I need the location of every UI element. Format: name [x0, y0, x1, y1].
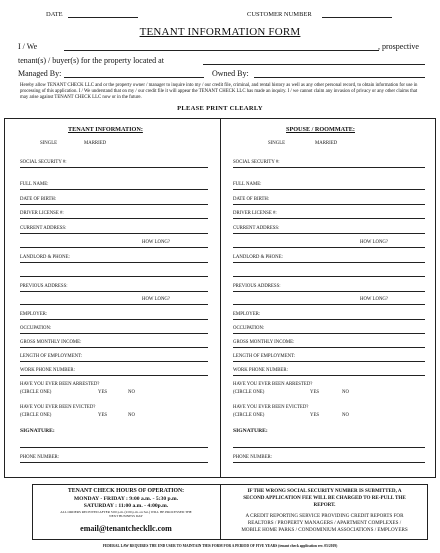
intro-prospective: , prospective	[378, 42, 419, 51]
tenant-income-field[interactable]	[20, 347, 208, 348]
tenant-how-long-2: HOW LONG?	[142, 297, 171, 302]
customer-number-label: CUSTOMER NUMBER	[247, 11, 312, 18]
spouse-employer-label: EMPLOYER:	[233, 312, 261, 317]
tenant-license-field[interactable]	[20, 218, 208, 219]
tenant-arrested-yes[interactable]: YES	[98, 390, 108, 395]
spouse-how-long-2: HOW LONG?	[360, 297, 389, 302]
column-divider	[220, 118, 221, 478]
spouse-ssn-label: SOCIAL SECURITY #:	[233, 160, 280, 165]
spouse-landlord-field[interactable]	[233, 262, 425, 263]
customer-number-field[interactable]	[322, 17, 392, 18]
spouse-length-employment-label: LENGTH OF EMPLOYMENT:	[233, 354, 296, 359]
service-line-3: MOBILE HOME PARKS / CONDOMINIUM ASSOCIATIONS / EMPLOYERS	[241, 527, 408, 533]
spouse-income-label: GROSS MONTHLY INCOME:	[233, 340, 295, 345]
tenant-previous-address-field-2[interactable]	[20, 304, 208, 305]
saturday-hours: SATURDAY : 11:00 a.m. - 4:00p.m.	[83, 503, 169, 509]
spouse-length-employment-field[interactable]	[233, 361, 425, 362]
spouse-evicted-circle: (CIRCLE ONE)	[233, 413, 265, 418]
please-print-notice: PLEASE PRINT CLEARLY	[177, 105, 263, 112]
service-line-2: REALTORS / PROPERTY MANAGERS / APARTMENT COMPLEXES /	[247, 520, 402, 526]
spouse-single[interactable]: SINGLE	[268, 141, 286, 146]
spouse-previous-address-field-2[interactable]	[233, 304, 425, 305]
tenant-work-phone-field[interactable]	[20, 375, 208, 376]
spouse-income-field[interactable]	[233, 347, 425, 348]
tenant-length-employment-field[interactable]	[20, 361, 208, 362]
tenant-previous-address-label: PREVIOUS ADDRESS:	[20, 284, 68, 289]
spouse-employer-field[interactable]	[233, 319, 425, 320]
spouse-occupation-field[interactable]	[233, 333, 425, 334]
ssn-warning-3: REPORT.	[313, 502, 336, 508]
tenant-employer-label: EMPLOYER:	[20, 312, 48, 317]
tenant-dob-field[interactable]	[20, 204, 208, 205]
tenant-current-address-field-2[interactable]	[20, 247, 208, 248]
spouse-how-long-1: HOW LONG?	[360, 240, 389, 245]
date-field[interactable]	[68, 17, 138, 18]
tenant-landlord-field[interactable]	[20, 262, 208, 263]
form-title: TENANT INFORMATION FORM	[139, 26, 301, 38]
managed-by-label: Managed By:	[18, 69, 62, 78]
tenant-work-phone-label: WORK PHONE NUMBER:	[20, 368, 75, 373]
spouse-evicted-yes[interactable]: YES	[310, 413, 320, 418]
spouse-license-field[interactable]	[233, 218, 425, 219]
intro-i-we: I / We	[18, 42, 38, 51]
tenant-phone-field[interactable]	[20, 462, 208, 463]
spouse-fullname-label: FULL NAME:	[233, 182, 262, 187]
spouse-signature-label: SIGNATURE:	[233, 428, 268, 434]
tenant-fullname-field[interactable]	[20, 189, 208, 190]
tenant-how-long-1: HOW LONG?	[142, 240, 171, 245]
orders-note-2: NEXT BUSINESS DAY	[109, 514, 143, 518]
tenant-current-address-field[interactable]	[20, 233, 208, 234]
managed-by-field[interactable]	[64, 77, 204, 78]
tenant-dob-label: DATE OF BIRTH:	[20, 197, 57, 202]
ssn-warning-1: IF THE WRONG SOCIAL SECURITY NUMBER IS SUBMITTED, A	[247, 488, 402, 494]
spouse-previous-address-field[interactable]	[233, 291, 425, 292]
tenant-married[interactable]: MARRIED	[84, 141, 107, 146]
tenant-fullname-label: FULL NAME:	[20, 182, 49, 187]
tenant-landlord-label: LANDLORD & PHONE:	[20, 255, 70, 260]
tenant-employer-field[interactable]	[20, 319, 208, 320]
spouse-previous-address-label: PREVIOUS ADDRESS:	[233, 284, 281, 289]
tenant-signature-field[interactable]	[20, 447, 208, 448]
spouse-current-address-field[interactable]	[233, 233, 425, 234]
federal-law-notice: FEDERAL LAW REQUIRES THE END USER TO MAINTAIN THIS FORM FOR A PERIOD OF FIVE YEARS (tenant check application rev. 05/2019)	[102, 544, 338, 548]
spouse-dob-label: DATE OF BIRTH:	[233, 197, 270, 202]
spouse-license-label: DRIVER LICENSE #:	[233, 211, 277, 216]
spouse-arrested-no[interactable]: NO	[342, 390, 349, 395]
tenant-income-label: GROSS MONTHLY INCOME:	[20, 340, 82, 345]
spouse-phone-label: PHONE NUMBER:	[233, 455, 273, 460]
spouse-work-phone-label: WORK PHONE NUMBER:	[233, 368, 288, 373]
tenant-previous-address-field[interactable]	[20, 291, 208, 292]
spouse-current-address-label: CURRENT ADDRESS:	[233, 226, 280, 231]
tenant-arrested-label: HAVE YOU EVER BEEN ARRESTED?	[20, 382, 100, 387]
applicant-names-field[interactable]	[64, 50, 379, 51]
spouse-dob-field[interactable]	[233, 204, 425, 205]
tenant-arrested-no[interactable]: NO	[128, 390, 135, 395]
tenant-occupation-label: OCCUPATION:	[20, 326, 52, 331]
tenant-occupation-field[interactable]	[20, 333, 208, 334]
hours-title: TENANT CHECK HOURS OF OPERATION:	[67, 488, 185, 494]
spouse-landlord-label: LANDLORD & PHONE:	[233, 255, 283, 260]
email-link[interactable]: email@tenantcheckllc.com	[80, 524, 172, 533]
spouse-phone-field[interactable]	[233, 462, 425, 463]
tenant-ssn-field[interactable]	[20, 167, 208, 168]
spouse-work-phone-field[interactable]	[233, 375, 425, 376]
disclaimer-text: Hereby allow TENANT CHECK LLC and or the property owner / manager to inquire into my / our credit file, criminal, and rental history as well as any other personal record, to obtain information for use in processing of this application. I / We understand that on my / our credit file it will appear the TENANT CHECK LLC has made an inquiry. I / we cannot claim any invasion of privacy or any other claims that may arise against TENANT CHECK LLC now or in the future.	[20, 83, 418, 100]
spouse-evicted-no[interactable]: NO	[342, 413, 349, 418]
owned-by-field[interactable]	[254, 77, 425, 78]
spouse-current-address-field-2[interactable]	[233, 247, 425, 248]
spouse-heading: SPOUSE / ROOMMATE:	[286, 126, 355, 133]
spouse-arrested-circle: (CIRCLE ONE)	[233, 390, 265, 395]
weekday-hours: MONDAY - FRIDAY : 9:00 a.m. - 5:30 p.m.	[73, 496, 179, 502]
tenant-landlord-field-2[interactable]	[20, 276, 208, 277]
tenant-evicted-no[interactable]: NO	[128, 413, 135, 418]
service-line-1: A CREDIT REPORTING SERVICE PROVIDING CREDIT REPORTS FOR	[245, 513, 404, 519]
spouse-evicted-label: HAVE YOU EVER BEEN EVICTED?	[233, 405, 309, 410]
tenant-phone-label: PHONE NUMBER:	[20, 455, 60, 460]
tenant-evicted-circle: (CIRCLE ONE)	[20, 413, 52, 418]
spouse-arrested-yes[interactable]: YES	[310, 390, 320, 395]
tenant-evicted-yes[interactable]: YES	[98, 413, 108, 418]
spouse-landlord-field-2[interactable]	[233, 276, 425, 277]
spouse-signature-field[interactable]	[233, 447, 425, 448]
intro-tenants: tenant(s) / buyer(s) for the property located at	[18, 56, 164, 65]
ssn-warning-2: SECOND APPLICATION FEE WILL BE CHARGED TO RE-PULL THE	[243, 495, 406, 501]
tenant-ssn-label: SOCIAL SECURITY #:	[20, 160, 67, 165]
tenant-length-employment-label: LENGTH OF EMPLOYMENT:	[20, 354, 83, 359]
owned-by-label: Owned By:	[212, 69, 249, 78]
tenant-signature-label: SIGNATURE:	[20, 428, 55, 434]
tenant-license-label: DRIVER LICENSE #:	[20, 211, 64, 216]
spouse-occupation-label: OCCUPATION:	[233, 326, 265, 331]
orders-note-1: ALL ORDERS RECEIVED AFTER 5:00 p.m. (2:00 p.m. on Sat.) WILL BE PROCESSED THE	[60, 510, 192, 514]
tenant-arrested-circle: (CIRCLE ONE)	[20, 390, 52, 395]
tenant-heading: TENANT INFORMATION:	[68, 126, 143, 133]
property-address-field[interactable]	[203, 64, 425, 65]
spouse-ssn-field[interactable]	[233, 167, 425, 168]
tenant-evicted-label: HAVE YOU EVER BEEN EVICTED?	[20, 405, 96, 410]
spouse-arrested-label: HAVE YOU EVER BEEN ARRESTED?	[233, 382, 313, 387]
spouse-fullname-field[interactable]	[233, 189, 425, 190]
tenant-current-address-label: CURRENT ADDRESS:	[20, 226, 67, 231]
spouse-married[interactable]: MARRIED	[315, 141, 338, 146]
tenant-single[interactable]: SINGLE	[40, 141, 58, 146]
date-label: DATE	[46, 11, 63, 18]
